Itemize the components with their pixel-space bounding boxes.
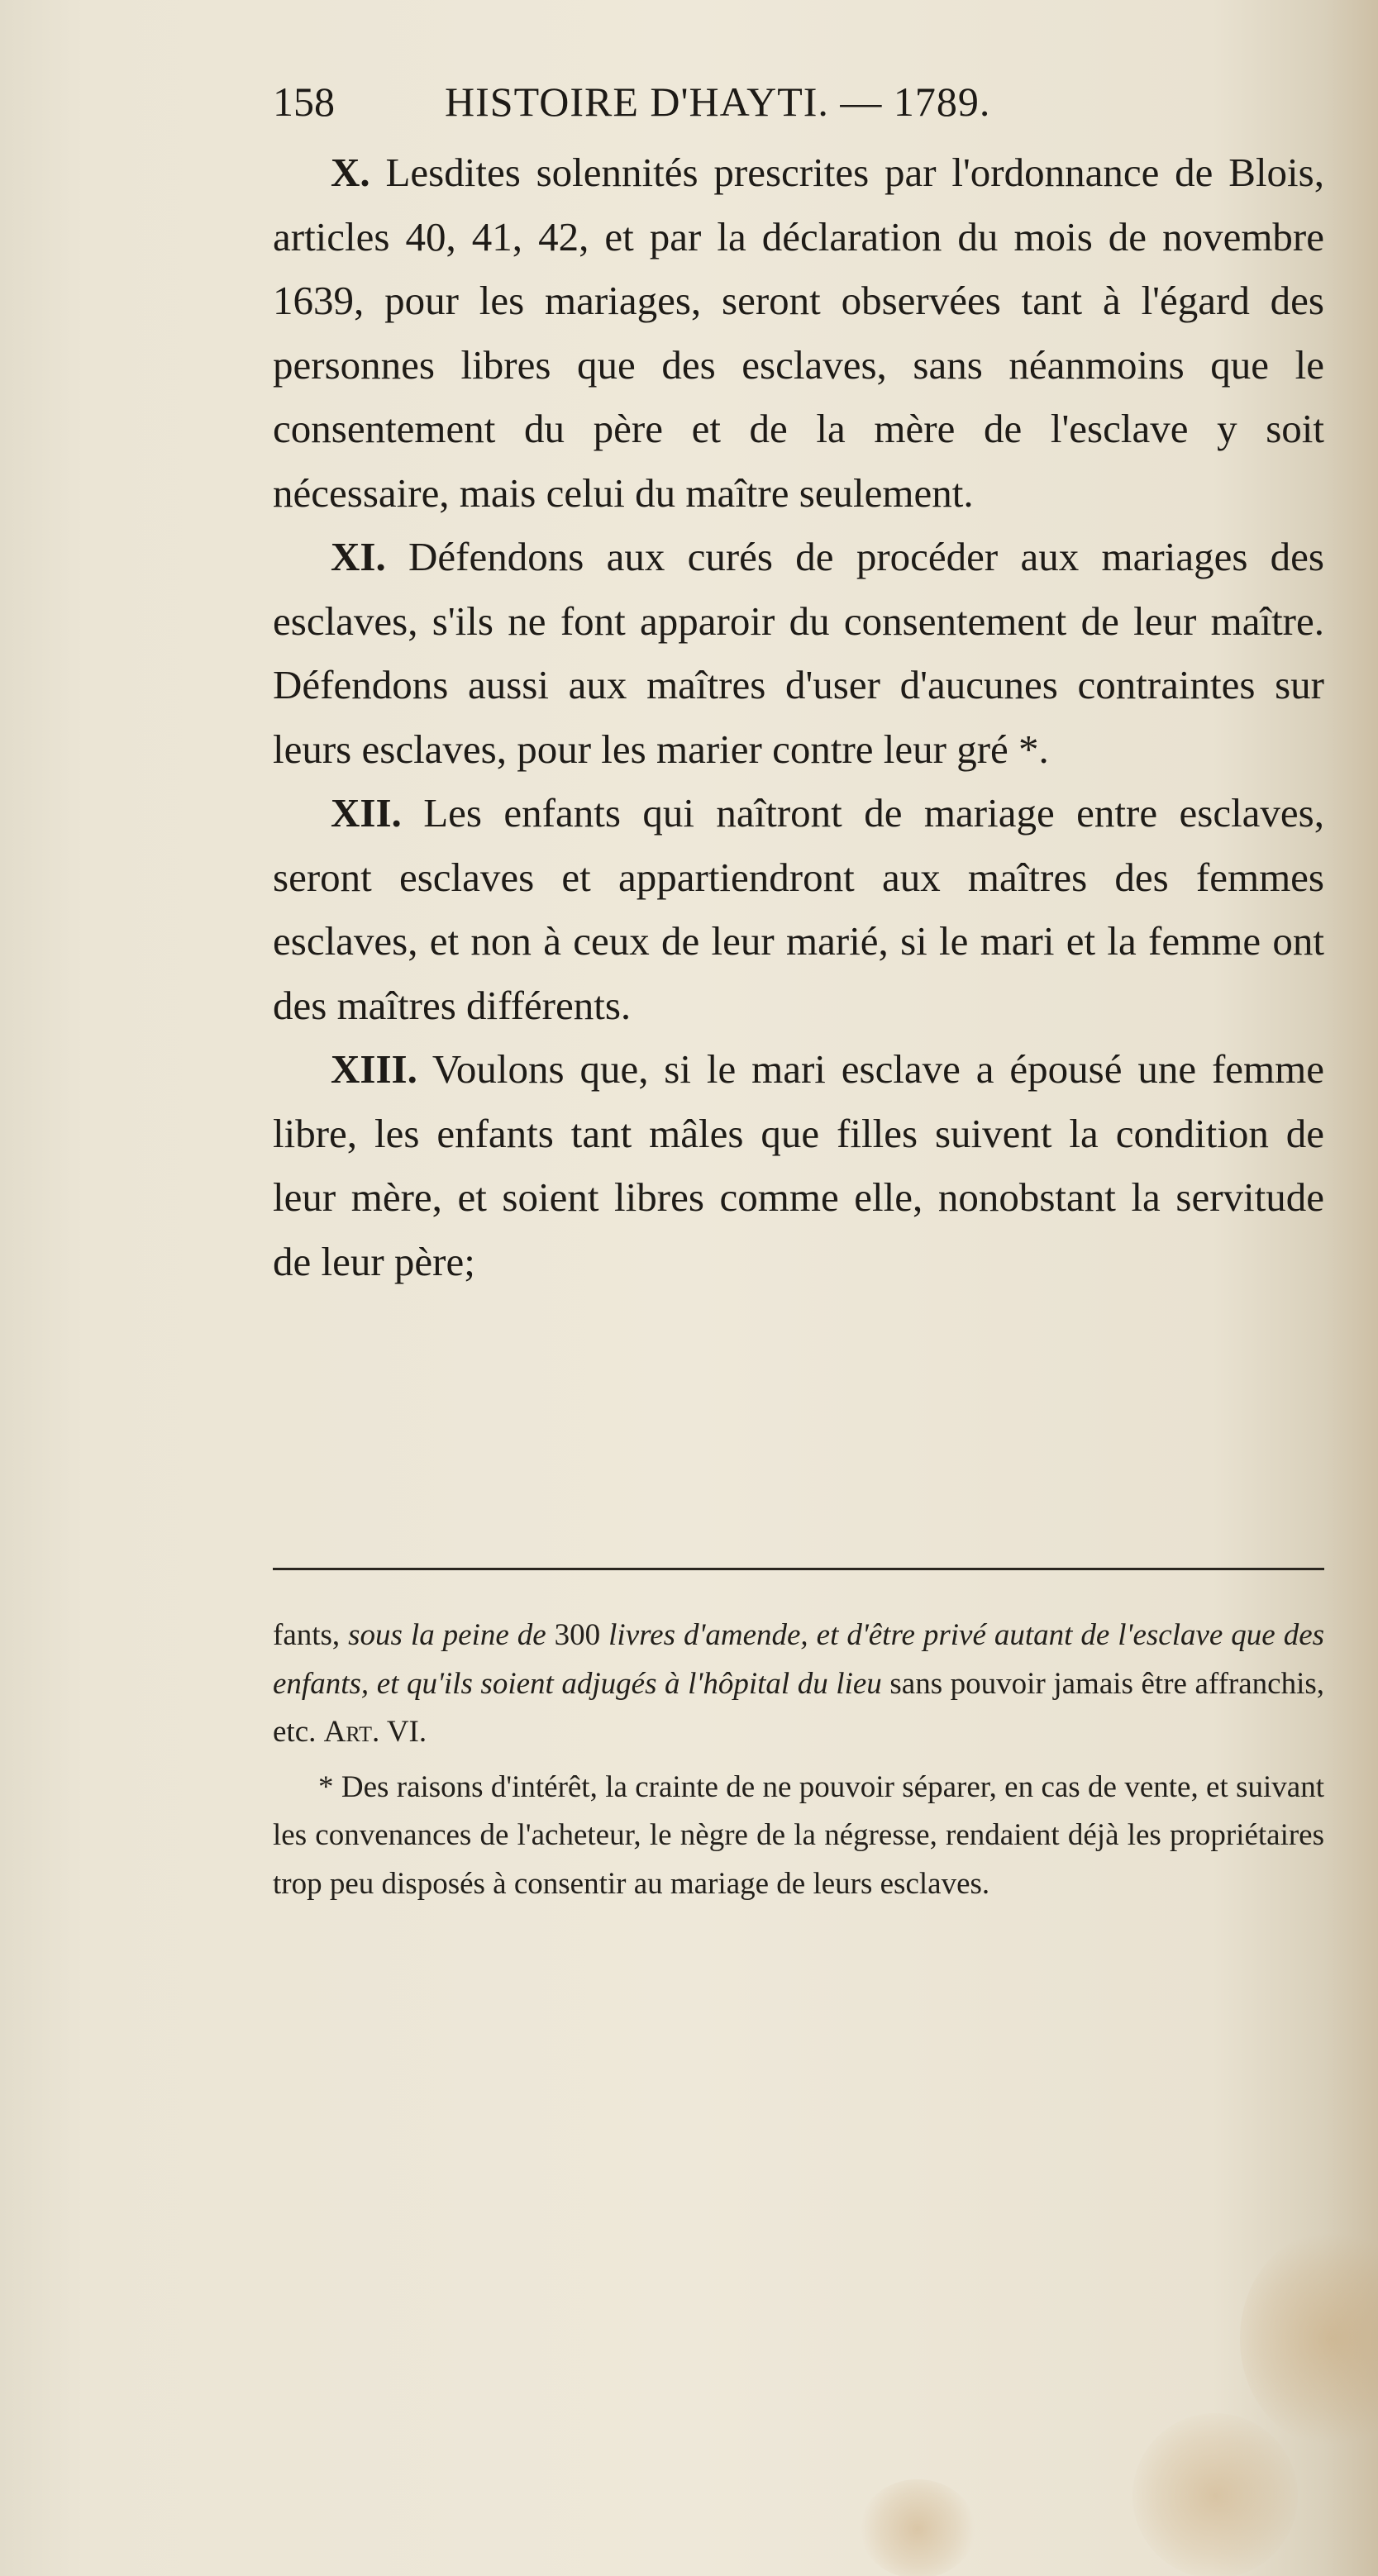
- article-numeral: XI.: [331, 534, 386, 579]
- footnote-continued: [273, 1612, 1324, 1757]
- running-title: HISTOIRE D'HAYTI. — 1789.: [445, 79, 991, 125]
- footnote-italic-text: sous la peine de: [348, 1618, 546, 1652]
- footnote-text: fants,: [273, 1618, 349, 1652]
- footnote-text: sans pouvoir jamais être affranchis, etc.: [273, 1666, 1325, 1749]
- article-xii: [273, 781, 1324, 1037]
- article-text: Lesdites solennités prescrites par l'ordonnance de Blois, articles 40, 41, 42, et par la déclaration du mois de novembre 1639, pour les mariages, seront observées tant à l'égard des personnes libres que des esclaves, sans néanmoins que le consentement du père et de la mère de l'esclave y soit nécessaire, mais celui du maître seulement.: [273, 150, 1324, 516]
- article-text: Voulons que, si le mari esclave a épousé une femme libre, les enfants tant mâles que filles suivent la condition de leur mère, et soient libres comme elle, nonobstant la servitude de leur père;: [273, 1046, 1324, 1284]
- foxing-stain: [1240, 2231, 1378, 2446]
- article-numeral: XII.: [331, 790, 402, 836]
- footnote-text: 300: [546, 1618, 609, 1652]
- article-x: [273, 140, 1324, 525]
- footnote-asterisk: * Des raisons d'intérêt, la crainte de ne pouvoir séparer, en cas de vente, et suivant les convenances de l'acheteur, le nègre de la négresse, rendaient déjà les propriétaires trop peu disposés à consentir au mariage de leurs esclaves.: [273, 1769, 1324, 1901]
- footnote-divider: [273, 1568, 1324, 1570]
- article-numeral: XIII.: [331, 1046, 417, 1092]
- main-text: [273, 140, 1324, 1293]
- foxing-stain: [860, 2479, 975, 2576]
- page-number: 158: [273, 79, 335, 125]
- page-header: [273, 73, 1157, 131]
- article-numeral: X.: [331, 150, 370, 195]
- article-text: Les enfants qui naîtront de mariage entre esclaves, seront esclaves et appartiendront aux maîtres des femmes esclaves, et non à ceux de leur marié, si le mari et la femme ont des maîtres différents.: [273, 790, 1324, 1028]
- article-reference: Art. VI.: [323, 1715, 427, 1749]
- article-text: Défendons aux curés de procéder aux mariages des esclaves, s'ils ne font apparoir du consentement de leur maître. Défendons aussi aux maîtres d'user d'aucunes contraintes sur leurs esclaves, pour les marier contre leur gré *.: [273, 534, 1324, 772]
- article-xiii: [273, 1037, 1324, 1293]
- footnote-italic-text: livres d'amende, et d'être privé autant de l'esclave que des enfants, et qu'ils soient adjugés à l'hôpital du lieu: [273, 1618, 1325, 1701]
- article-xi: [273, 525, 1324, 781]
- foxing-stain: [1132, 2413, 1298, 2576]
- footnotes: [273, 1612, 1324, 1908]
